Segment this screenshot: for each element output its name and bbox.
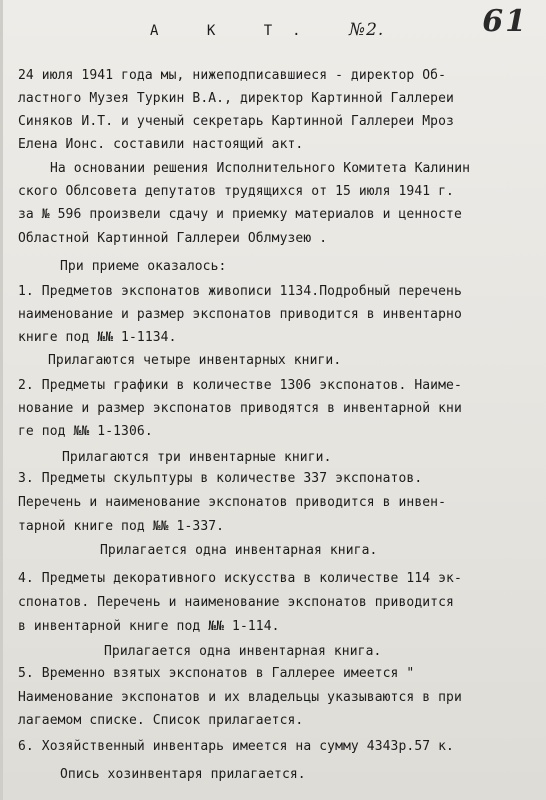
text-line: Елена Ионс. составили настоящий акт. — [18, 137, 304, 152]
text-line: наименование и размер экспонатов приводится в инвентарно — [18, 307, 462, 322]
text-line: нование и размер экспонатов приводятся в инвентарной кни — [18, 401, 462, 416]
heading-title: А К Т. — [150, 23, 321, 39]
text-line: 5. Временно взятых экспонатов в Галлерее имеется " — [18, 666, 415, 681]
folio-number: 61 — [482, 4, 528, 39]
text-line: 3. Предметы скульптуры в количестве 337 экспонатов. — [18, 471, 423, 486]
text-line: Прилагаются три инвентарные книги. — [62, 450, 332, 465]
text-line: 2. Предметы графики в количестве 1306 экспонатов. Наиме- — [18, 378, 462, 393]
page-edge — [0, 0, 3, 800]
text-line: Перечень и наименование экспонатов приводится в инвен- — [18, 495, 447, 510]
text-line: Прилагаются четыре инвентарных книги. — [48, 353, 342, 368]
text-line: лагаемом списке. Список прилагается. — [18, 713, 304, 728]
text-line: ге под №№ 1-1306. — [18, 424, 153, 439]
text-line: Наименование экспонатов и их владельцы указываются в при — [18, 690, 462, 705]
text-line: тарной книге под №№ 1-337. — [18, 519, 225, 534]
text-line: 6. Хозяйственный инвентарь имеется на сумму 4343р.57 к. — [18, 739, 454, 754]
text-line: 1. Предметов экспонатов живописи 1134.Подробный перечень — [18, 284, 462, 299]
text-line: 24 июля 1941 года мы, нижеподписавшиеся - директор Об- — [18, 68, 447, 83]
text-line: Синяков И.Т. и ученый секретарь Картинной Галлереи Мроз — [18, 114, 454, 129]
text-line: ского Облсовета депутатов трудящихся от 15 июля 1941 г. — [18, 184, 454, 199]
text-line: за № 596 произвели сдачу и приемку материалов и ценносте — [18, 207, 462, 222]
text-line: Областной Картинной Галлереи Облмузею . — [18, 231, 328, 246]
text-line: Прилагается одна инвентарная книга. — [104, 644, 382, 659]
text-line: Опись хозинвентаря прилагается. — [60, 767, 306, 782]
text-line: в инвентарной книге под №№ 1-114. — [18, 619, 280, 634]
text-line: ластного Музея Туркин В.А., директор Картинной Галлереи — [18, 91, 454, 106]
text-line: На основании решения Исполнительного Комитета Калинин — [50, 161, 471, 176]
text-line: Прилагается одна инвентарная книга. — [100, 543, 378, 558]
act-heading — [150, 20, 384, 40]
text-line: При приеме оказалось: — [60, 259, 227, 274]
text-line: спонатов. Перечень и наименование экспонатов приводится — [18, 595, 454, 610]
heading-number: №2. — [349, 20, 385, 40]
text-line: 4. Предметы декоративного искусства в количестве 114 эк- — [18, 571, 462, 586]
text-line: книге под №№ 1-1134. — [18, 330, 177, 345]
